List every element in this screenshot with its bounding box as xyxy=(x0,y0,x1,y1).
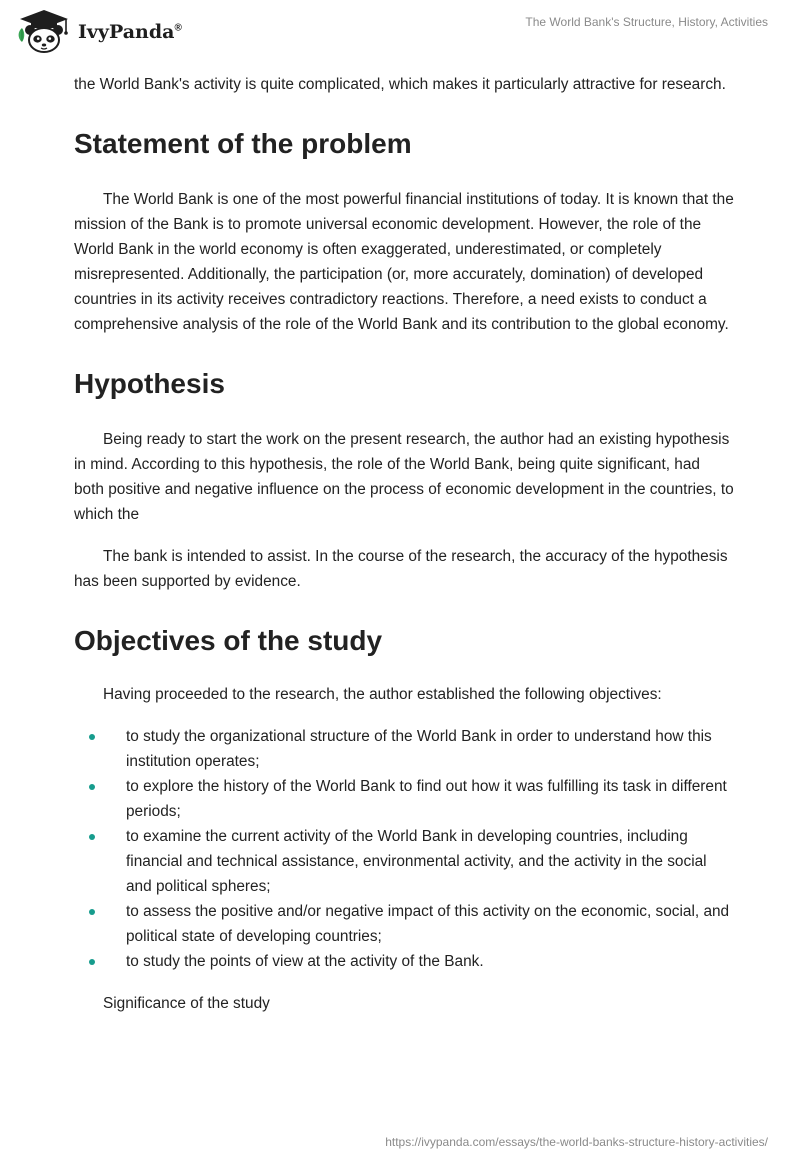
ivypanda-logo[interactable] xyxy=(14,8,182,54)
problem-paragraph: The World Bank is one of the most powerful financial institutions of today. It is known that the mission of the Bank is to promote universal economic development. However, the role of the World Bank in the world economy is often exaggerated, underestimated, or completely misrepresented. Additionally, the participation (or, more accurately, domination) of developed countries in its activity receives contradictory reactions. Therefore, a need exists to conduct a comprehensive analysis of the role of the World Bank and its contribution to the global economy. xyxy=(74,191,734,333)
heading-objectives: Objectives of the study xyxy=(74,625,383,656)
list-item: to study the points of view at the activity of the Bank. xyxy=(74,949,734,974)
list-item: to examine the current activity of the World Bank in developing countries, including financial and technical assistance, environmental activity, and the activity in the social and political spheres; xyxy=(74,824,734,899)
heading-hypothesis: Hypothesis xyxy=(74,368,225,399)
list-item: to study the organizational structure of the World Bank in order to understand how this institution operates; xyxy=(74,724,734,774)
panda-graduate-icon xyxy=(14,8,74,54)
page-header xyxy=(0,0,800,64)
hypothesis-paragraph-1: Being ready to start the work on the present research, the author had an existing hypothesis in mind. According to this hypothesis, the role of the World Bank, being quite significant, had both positive and negative influence on the process of economic development in the countries, to which the xyxy=(74,431,734,523)
objectives-list xyxy=(74,724,734,974)
intro-continuation: the World Bank's activity is quite complicated, which makes it particularly attractive for research. xyxy=(74,76,726,93)
heading-statement-of-problem: Statement of the problem xyxy=(74,128,412,159)
bullet-icon xyxy=(89,784,95,790)
significance-label: Significance of the study xyxy=(103,995,270,1012)
bullet-icon xyxy=(89,959,95,965)
hypothesis-paragraph-2: The bank is intended to assist. In the course of the research, the accuracy of the hypothesis has been supported by evidence. xyxy=(74,548,728,590)
bullet-icon xyxy=(89,834,95,840)
list-item: to assess the positive and/or negative impact of this activity on the economic, social, and political state of developing countries; xyxy=(74,899,734,949)
bullet-icon xyxy=(89,734,95,740)
objectives-intro: Having proceeded to the research, the author established the following objectives: xyxy=(103,686,662,703)
document-title: The World Bank's Structure, History, Activities xyxy=(525,15,768,29)
list-item: to explore the history of the World Bank to find out how it was fulfilling its task in different periods; xyxy=(74,774,734,824)
source-url[interactable]: https://ivypanda.com/essays/the-world-banks-structure-history-activities/ xyxy=(385,1135,768,1149)
bullet-icon xyxy=(89,909,95,915)
logo-text: IvyPanda® xyxy=(78,21,182,43)
essay-content xyxy=(74,72,734,1016)
